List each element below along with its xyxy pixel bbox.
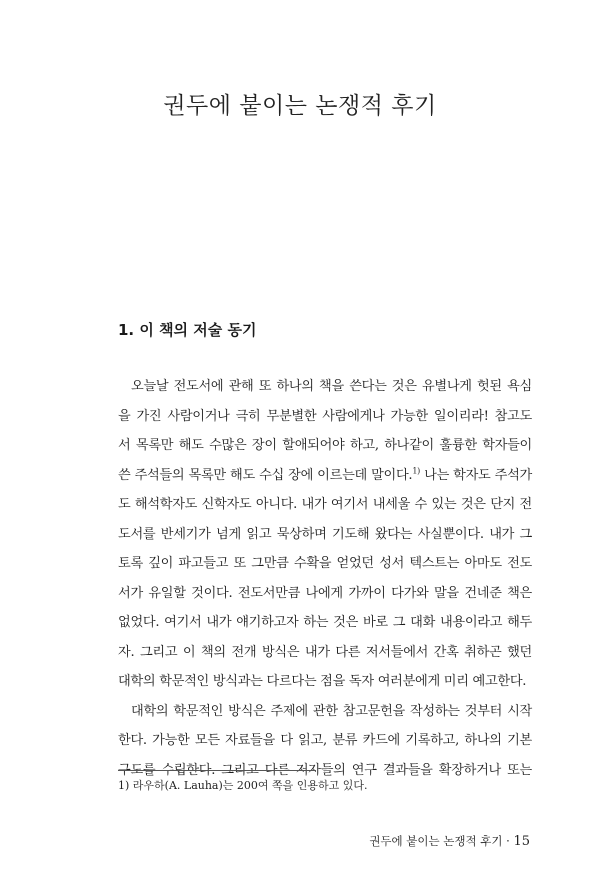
body-line: 서 목록만 해도 수많은 장이 할애되어야 하고, 하나같이 훌륭한 학자들이 [118,438,532,453]
body-line: 대학의 학문적인 방식은 주제에 관한 참고문헌을 작성하는 것부터 시작 [131,703,532,719]
body-line: 을 가진 사람이거나 극히 무분별한 사람에게나 가능한 일이리라! 참고도 [118,408,532,424]
body-line: 토록 깊이 파고들고 또 그만큼 수확을 얻었던 성서 텍스트는 아마도 전도 [118,556,532,571]
page-number: 15 [513,834,530,849]
footnote: 1) 라우하(A. Lauha)는 200여 쪽을 인용하고 있다. [118,779,368,792]
body-line: 도서를 반세기가 넘게 읽고 묵상하며 기도해 왔다는 사실뿐이다. 내가 그 [118,526,532,542]
body-line: 도 해석학자도 신학자도 아니다. 내가 여기서 내세울 수 있는 것은 단지 전 [118,497,532,512]
chapter-title: 권두에 붙이는 논쟁적 후기 [163,93,437,119]
body-line: 구도를 수립한다. 그리고 다른 저자들의 연구 결과들을 확장하거나 또는 [118,762,532,778]
footnote-reference: 1) [412,466,420,476]
body-line-with-footnote [118,461,532,491]
body-paragraphs [118,372,532,785]
body-line-part: 나는 학자도 주석가 [419,467,532,483]
running-title: 권두에 붙이는 논쟁적 후기 · [369,834,514,848]
running-footer [369,833,530,849]
body-line-part: 쓴 주석들의 목록만 해도 수십 장에 이르는데 말이다. [118,467,413,483]
body-line: 오늘날 전도서에 관해 또 하나의 책을 쓴다는 것은 유별나게 헛된 욕심 [131,379,532,394]
body-line: 대학의 학문적인 방식과는 다르다는 점을 독자 여러분에게 미리 예고한다. [118,674,527,689]
body-line: 서가 유일할 것이다. 전도서만큼 나에게 가까이 다가와 말을 건네준 책은 [118,585,532,601]
body-line: 자. 그리고 이 책의 전개 방식은 내가 다른 저서들에서 간혹 취하곤 했던 [118,644,532,660]
body-line: 없었다. 여기서 내가 얘기하고자 하는 것은 바로 그 대화 내용이라고 해두 [118,615,532,630]
footnote-divider [118,770,316,771]
section-heading: 1. 이 책의 저술 동기 [118,321,257,339]
body-line: 한다. 가능한 모든 자료들을 다 읽고, 분류 카드에 기록하고, 하나의 기본 [118,733,532,748]
